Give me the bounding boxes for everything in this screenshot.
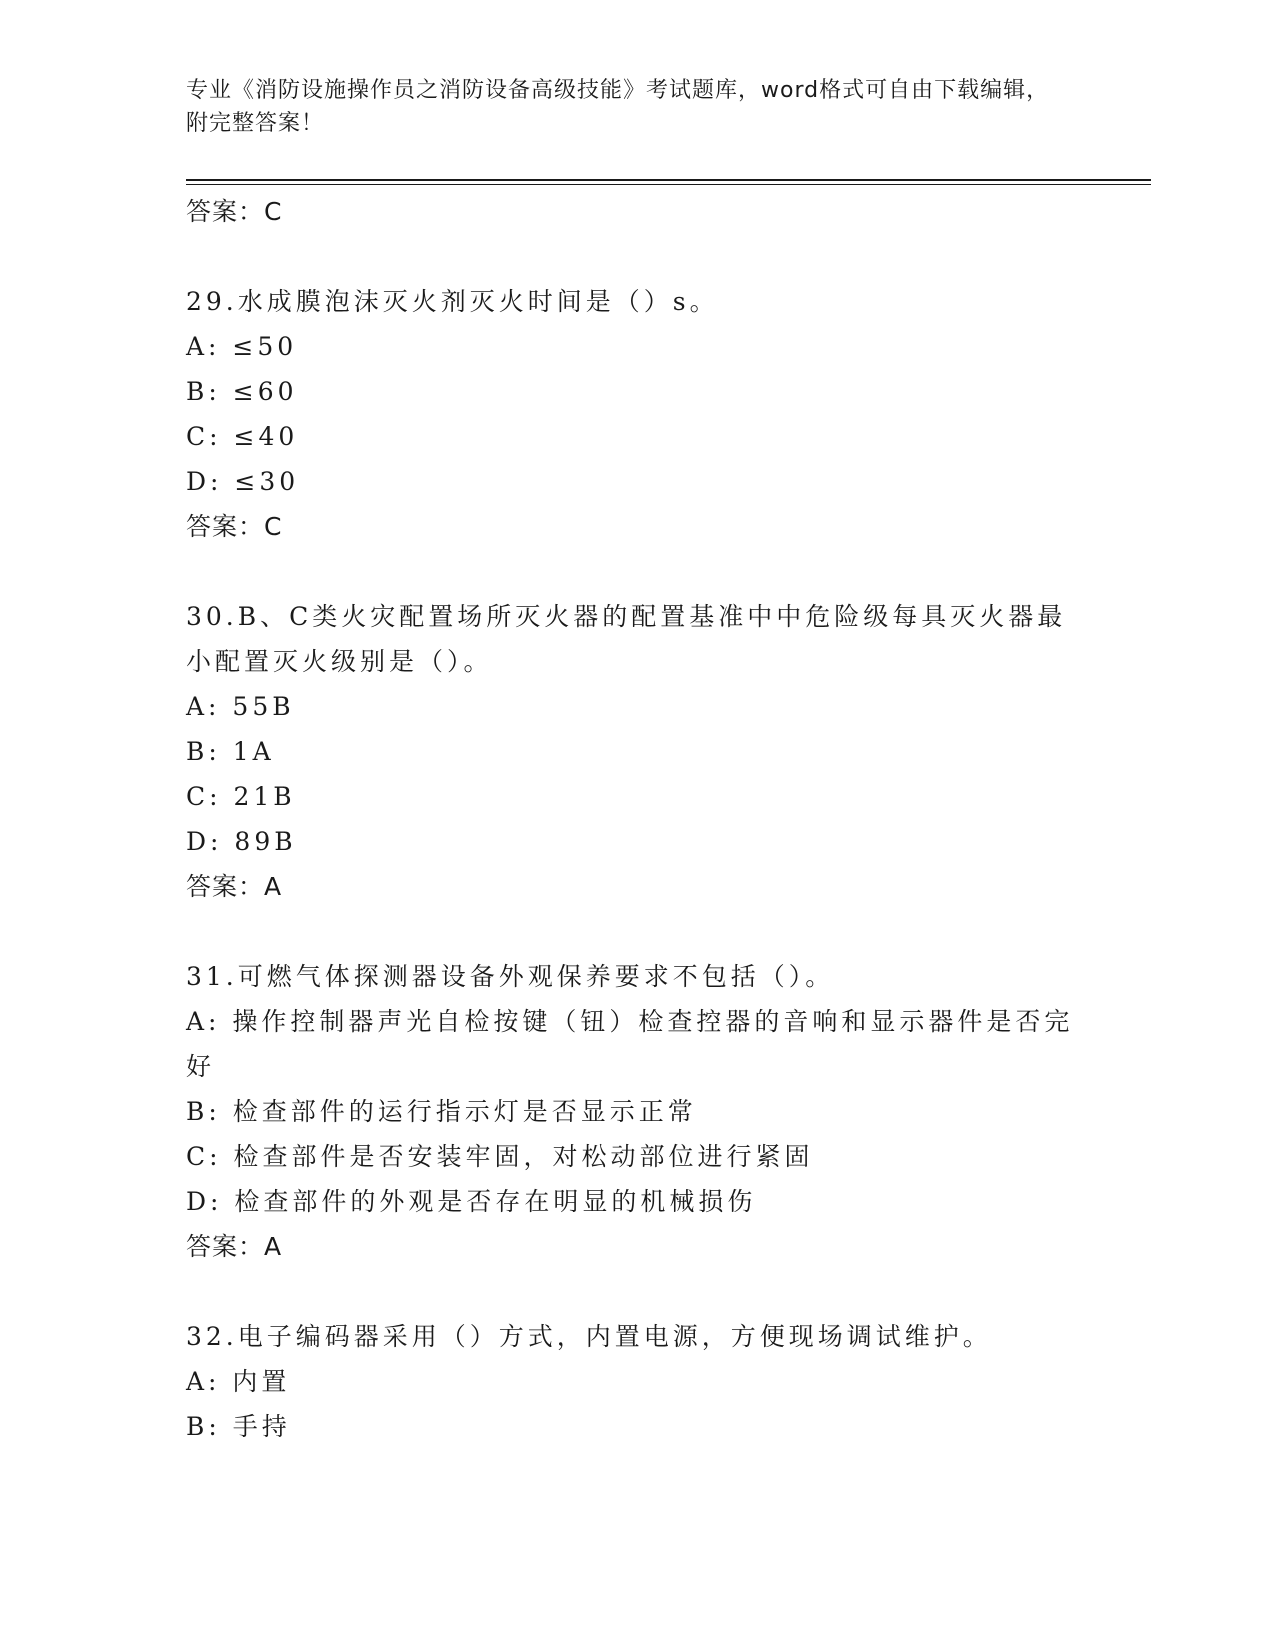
option-c: C: 检查部件是否安装牢固，对松动部位进行紧固 — [186, 1142, 814, 1171]
spacer — [186, 234, 1086, 279]
option-d: D: ≤30 — [186, 467, 300, 496]
option-a: A: 操作控制器声光自检按键（钮）检查控器的音响和显示器件是否完好 — [186, 1007, 1074, 1081]
option-d: D: 检查部件的外观是否存在明显的机械损伤 — [186, 1187, 757, 1216]
spacer — [186, 909, 1086, 954]
question-list — [186, 189, 1086, 1449]
option-b: B: 1A — [186, 737, 275, 766]
question-stem: 29.水成膜泡沫灭火剂灭火时间是（）s。 — [186, 287, 719, 316]
option-a: A: ≤50 — [186, 332, 298, 361]
spacer — [186, 549, 1086, 594]
answer-line: 答案：A — [186, 1232, 283, 1261]
answer-line: 答案：C — [186, 512, 283, 541]
option-c: C: 21B — [186, 782, 296, 811]
spacer — [186, 1269, 1086, 1314]
header-rule-thick — [186, 179, 1151, 181]
option-a: A: 55B — [186, 692, 295, 721]
page-header: 专业《消防设施操作员之消防设备高级技能》考试题库，word格式可自由下载编辑，附完整答案！ — [186, 78, 1050, 136]
question-stem: 30.B、C类火灾配置场所灭火器的配置基准中中危险级每具灭火器最小配置灭火级别是（）。 — [186, 602, 1067, 676]
option-a: A: 内置 — [186, 1367, 291, 1396]
header-rule-thin — [186, 184, 1151, 185]
option-d: D: 89B — [186, 827, 297, 856]
option-b: B: 手持 — [186, 1412, 291, 1441]
question-stem: 32.电子编码器采用（）方式，内置电源，方便现场调试维护。 — [186, 1322, 992, 1351]
answer-line: 答案：C — [186, 197, 283, 226]
question-stem: 31.可燃气体探测器设备外观保养要求不包括（）。 — [186, 962, 835, 991]
option-c: C: ≤40 — [186, 422, 299, 451]
option-b: B: 检查部件的运行指示灯是否显示正常 — [186, 1097, 697, 1126]
option-b: B: ≤60 — [186, 377, 298, 406]
answer-line: 答案：A — [186, 872, 283, 901]
